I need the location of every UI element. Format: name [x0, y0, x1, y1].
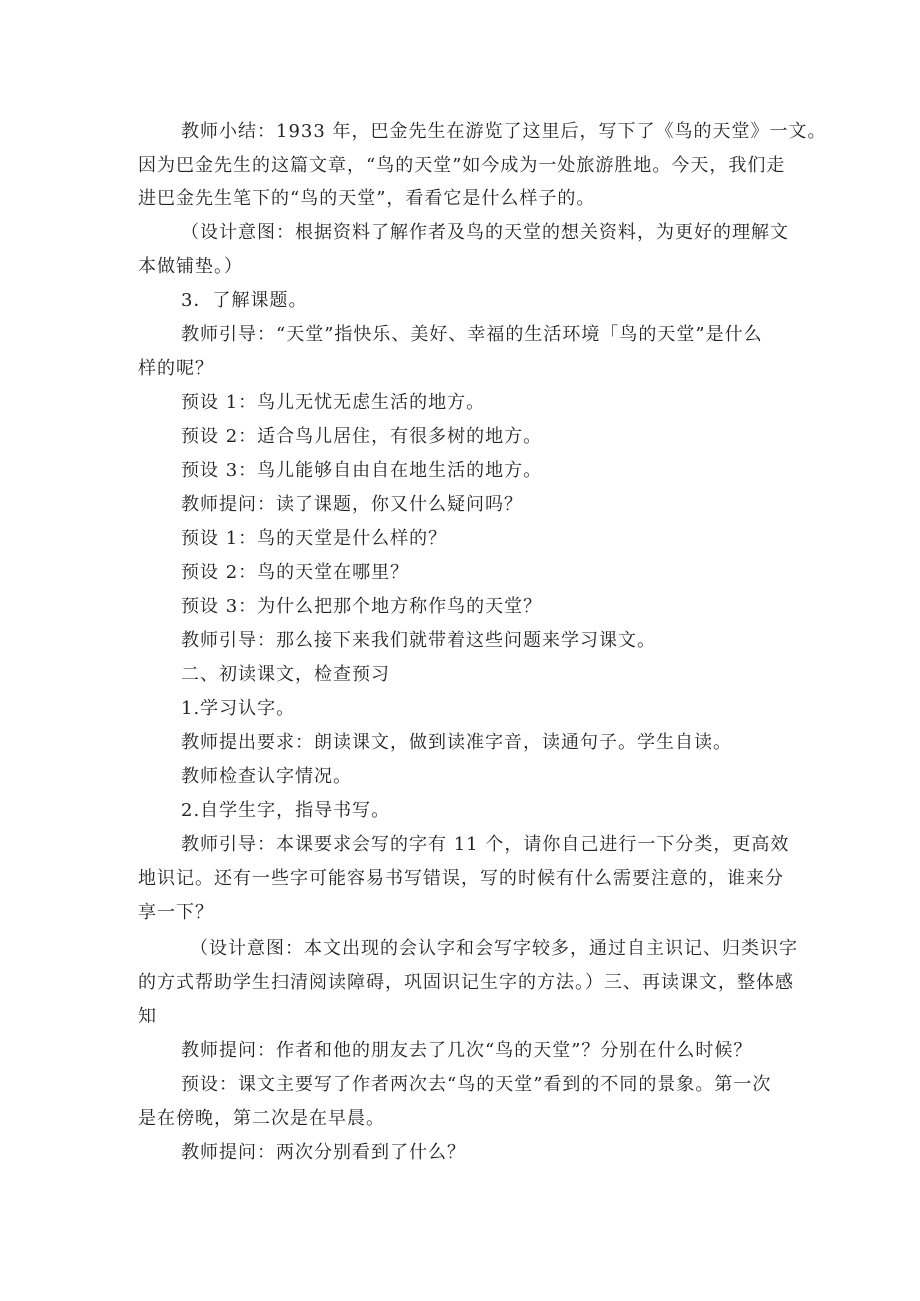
text-line: 预设 1：鸟的天堂是什么样的？	[181, 528, 448, 549]
section-heading: 二、初读课文，检查预习	[181, 664, 390, 685]
section-heading: 1.学习认字。	[181, 698, 296, 719]
text-line: 教师提出要求：朗读课文，做到读准字音，读通句子。学生自读。	[181, 732, 732, 753]
text-line: 预设：课文主要写了作者两次去“鸟的天堂”看到的不同的景象。第一次	[181, 1074, 772, 1095]
text-line: 预设 3：为什么把那个地方称作鸟的天堂？	[181, 596, 543, 617]
text-line: 的方式帮助学生扫清阅读障碍，巩固识记生字的方法。）三、再读课文，整体感	[138, 972, 794, 993]
text-line: 是在傍晚，第二次是在早晨。	[138, 1108, 385, 1129]
text-line: 教师提问：读了课题，你又什么疑问吗？	[181, 494, 523, 515]
section-heading: 3．了解课题。	[181, 290, 308, 311]
text-line: 教师引导：“天堂”指快乐、美好、幸福的生活环境「鸟的天堂”是什么	[181, 324, 763, 345]
text-line: 预设 2：适合鸟儿居住，有很多树的地方。	[181, 426, 543, 447]
text-line: （设计意图：本文出现的会认字和会写字较多，通过自主识记、归类识字	[190, 938, 798, 959]
text-line: 教师提问：作者和他的朋友去了几次“鸟的天堂”？分别在什么时候？	[181, 1040, 753, 1061]
text-line: 预设 1：鸟儿无忧无虑生活的地方。	[181, 392, 486, 413]
text-line: 因为巴金先生的这篇文章，“鸟的天堂”如今成为一处旅游胜地。今天，我们走	[138, 155, 786, 176]
text-line: 本做铺垫。）	[138, 256, 243, 277]
text-line: 教师引导：本课要求会写的字有 11 个，请你自己进行一下分类，更高效	[181, 834, 790, 855]
text-line: 进巴金先生笔下的“鸟的天堂”，看看它是什么样子的。	[138, 188, 596, 209]
text-line: 预设 3：鸟儿能够自由自在地生活的地方。	[181, 460, 543, 481]
text-line: 教师小结：1933 年，巴金先生在游览了这里后，写下了《鸟的天堂》一文。	[181, 121, 827, 142]
text-line: 教师引导：那么接下来我们就带着这些问题来学习课文。	[181, 630, 656, 651]
text-line: 享一下？	[138, 902, 214, 923]
text-line: 预设 2：鸟的天堂在哪里？	[181, 562, 410, 583]
text-line: 知	[138, 1006, 157, 1027]
text-line: 样的呢？	[138, 358, 214, 379]
text-line: （设计意图：根据资料了解作者及鸟的天堂的想关资料，为更好的理解文	[181, 222, 789, 243]
text-line: 教师检查认字情况。	[181, 766, 352, 787]
text-line: 教师提问：两次分别看到了什么？	[181, 1142, 466, 1163]
text-line: 地识记。还有一些字可能容易书写错误，写的时候有什么需要注意的，谁来分	[138, 868, 784, 889]
section-heading: 2.自学生字，指导书写。	[181, 800, 391, 821]
